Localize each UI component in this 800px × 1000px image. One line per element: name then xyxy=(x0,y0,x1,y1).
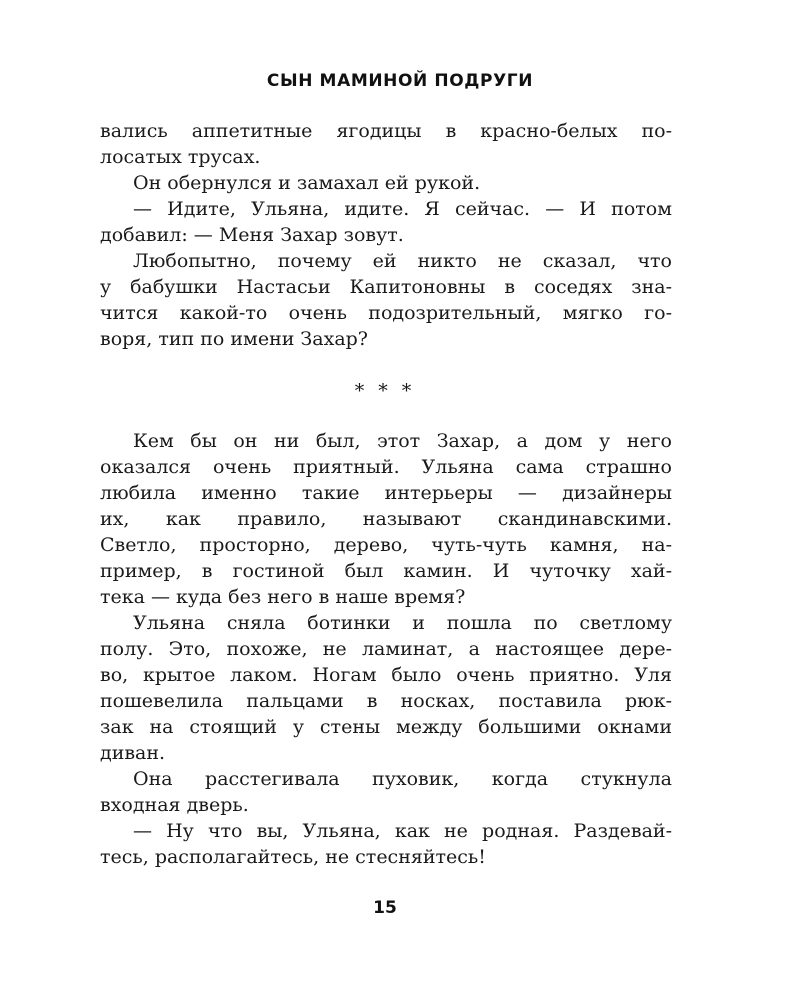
text-line: — Идите, Ульяна, идите. Я сейчас. — И потом xyxy=(133,198,672,220)
text-line: их, как правило, называют скандинавскими. xyxy=(100,508,672,530)
text-line: пошевелила пальцами в носках, поставила рюк- xyxy=(100,690,672,712)
text-line: воря, тип по имени Захар? xyxy=(100,328,368,350)
text-line: Кем бы он ни был, этот Захар, а дом у него xyxy=(133,430,672,452)
text-line: зак на стоящий у стены между большими окнами xyxy=(100,716,672,738)
text-line: тесь, располагайтесь, не стесняйтесь! xyxy=(100,846,486,868)
text-line: Она расстегивала пуховик, когда стукнула xyxy=(133,768,672,790)
text-line: пример, в гостиной был камин. И чуточку хай- xyxy=(100,560,672,582)
text-line: Ульяна сняла ботинки и пошла по светлому xyxy=(133,612,672,634)
text-line: вались аппетитные ягодицы в красно-белых по- xyxy=(100,120,672,142)
text-line: Любопытно, почему ей никто не сказал, что xyxy=(133,250,672,272)
text-line: чится какой-то очень подозрительный, мягко го- xyxy=(100,302,672,324)
running-title: СЫН МАМИНОЙ ПОДРУГИ xyxy=(266,71,534,91)
text-line: оказался очень приятный. Ульяна сама страшно xyxy=(100,456,672,478)
page-number: 15 xyxy=(373,898,397,918)
section-separator: * * * xyxy=(354,380,416,402)
text-line: диван. xyxy=(100,742,166,764)
text-line: полу. Это, похоже, не ламинат, а настоящее дере- xyxy=(100,638,672,660)
text-line: лосатых трусах. xyxy=(100,146,261,168)
text-line: Светло, просторно, дерево, чуть-чуть камня, на- xyxy=(100,534,672,556)
text-line: у бабушки Настасьи Капитоновны в соседях зна- xyxy=(100,276,672,298)
text-line: во, крытое лаком. Ногам было очень приятно. Уля xyxy=(100,664,672,686)
text-block-1 xyxy=(100,118,672,352)
text-line: — Ну что вы, Ульяна, как не родная. Раздевай- xyxy=(133,820,672,842)
text-line: Он обернулся и замахал ей рукой. xyxy=(133,172,481,194)
text-line: добавил: — Меня Захар зовут. xyxy=(100,224,404,246)
text-line: любила именно такие интерьеры — дизайнеры xyxy=(100,482,672,504)
text-line: тека — куда без него в наше время? xyxy=(100,586,466,608)
text-block-2 xyxy=(100,428,672,870)
text-line: входная дверь. xyxy=(100,794,249,816)
